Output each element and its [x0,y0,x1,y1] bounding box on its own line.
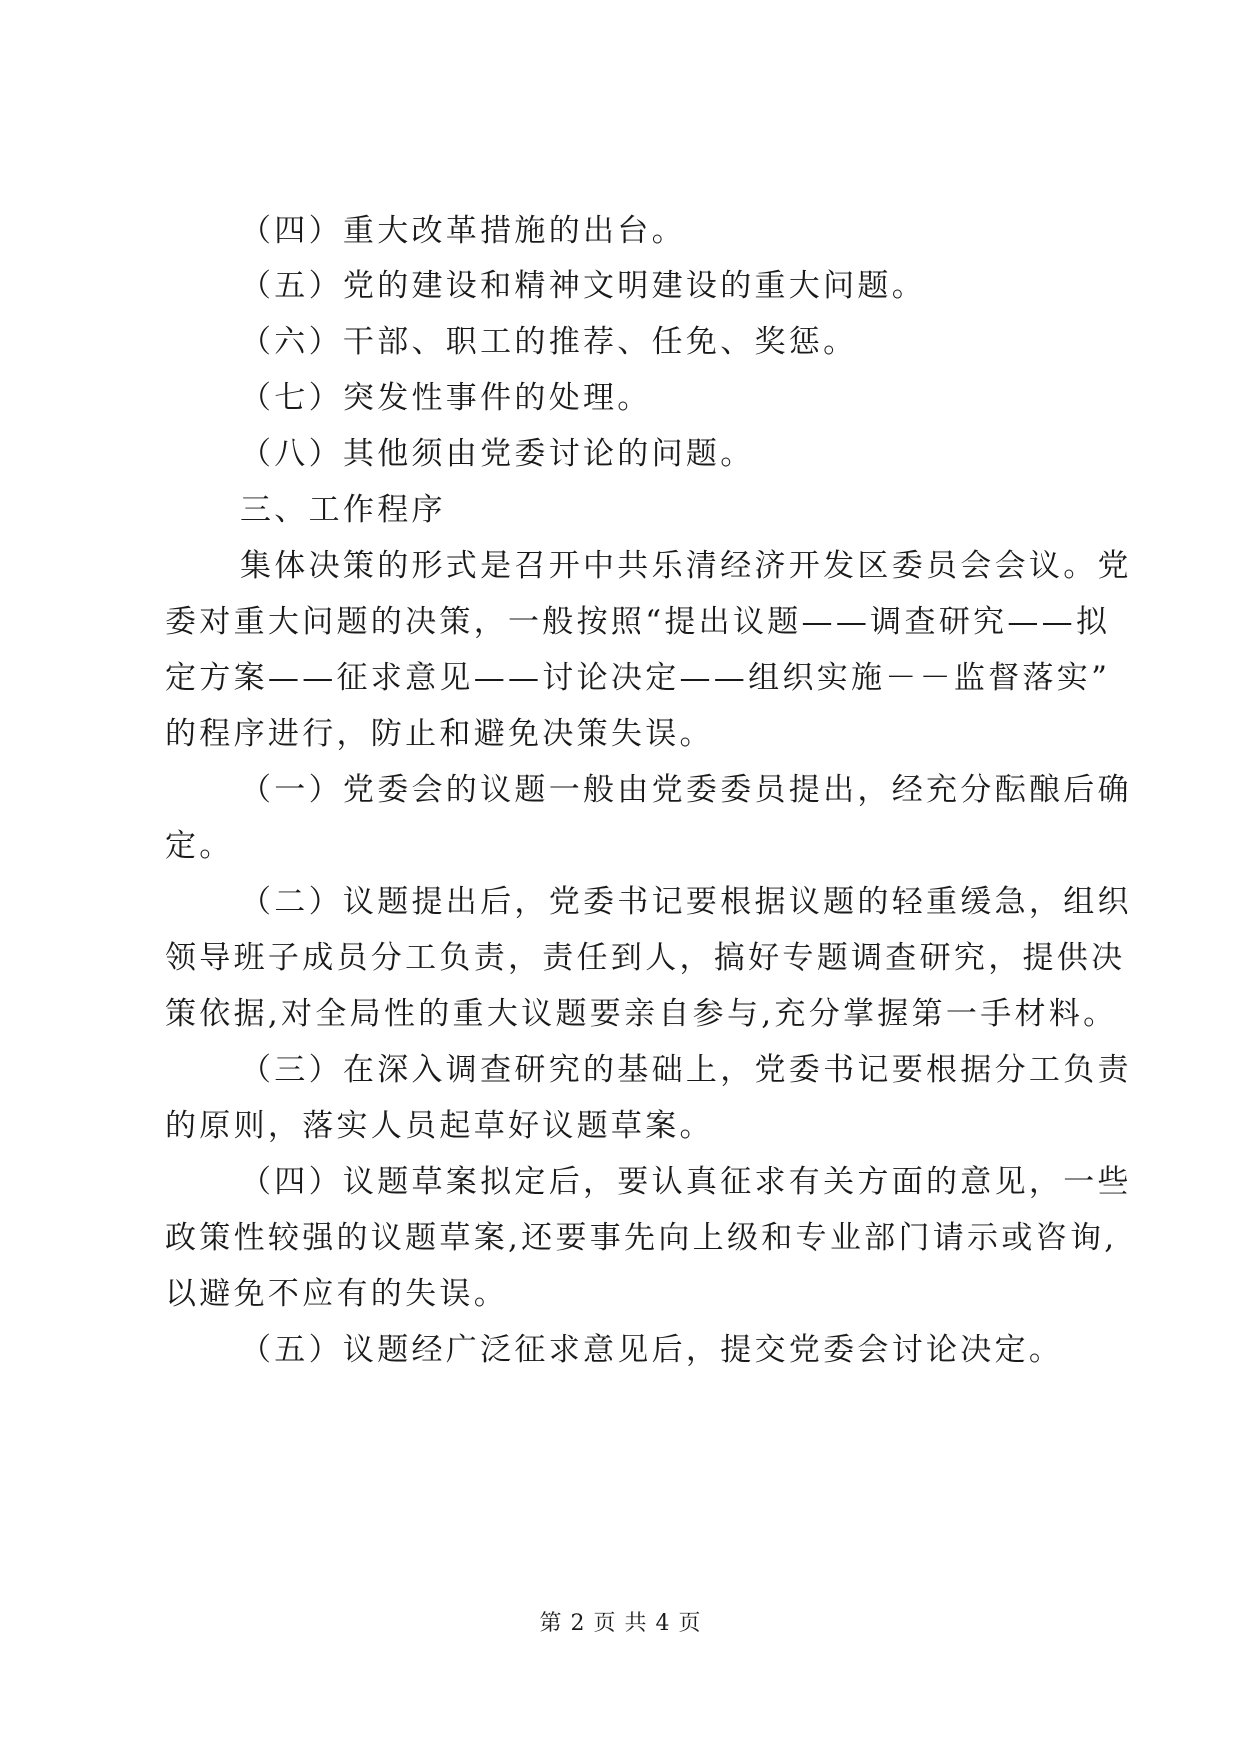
step-3-line: （三）在深入调查研究的基础上，党委书记要根据分工负责 [240,1052,1132,1088]
paragraph-line: 的程序进行，防止和避免决策失误。 [165,716,714,752]
list-item-4: （四）重大改革措施的出台。 [240,213,686,249]
step-4-line: 政策性较强的议题草案,还要事先向上级和专业部门请示或咨询, [165,1220,1118,1256]
page-footer: 第 2 页 共 4 页 [539,1611,702,1636]
step-2-line: 策依据,对全局性的重大议题要亲自参与,充分掌握第一手材料。 [165,996,1118,1032]
step-4-line: 以避免不应有的失误。 [165,1276,508,1312]
list-item-6: （六）干部、职工的推荐、任免、奖惩。 [240,324,858,360]
paragraph-line: 定方案——征求意见——讨论决定——组织实施－－监督落实” [165,660,1111,696]
list-item-5: （五）党的建设和精神文明建设的重大问题。 [240,268,926,304]
step-4-line: （四）议题草案拟定后，要认真征求有关方面的意见，一些 [240,1164,1132,1200]
step-5-line: （五）议题经广泛征求意见后，提交党委会讨论决定。 [240,1332,1064,1368]
step-3-line: 的原则，落实人员起草好议题草案。 [165,1108,714,1144]
step-2-line: （二）议题提出后，党委书记要根据议题的轻重缓急，组织 [240,884,1132,920]
step-1-line: 定。 [165,828,234,864]
paragraph-line: 委对重大问题的决策，一般按照“提出议题——调查研究——拟 [165,604,1111,640]
paragraph-line: 集体决策的形式是召开中共乐清经济开发区委员会会议。党 [240,548,1132,584]
list-item-7: （七）突发性事件的处理。 [240,380,652,416]
section-heading: 三、工作程序 [240,492,446,528]
list-item-8: （八）其他须由党委讨论的问题。 [240,436,755,472]
step-2-line: 领导班子成员分工负责，责任到人，搞好专题调查研究，提供决 [165,940,1126,976]
step-1-line: （一）党委会的议题一般由党委委员提出，经充分酝酿后确 [240,772,1132,808]
